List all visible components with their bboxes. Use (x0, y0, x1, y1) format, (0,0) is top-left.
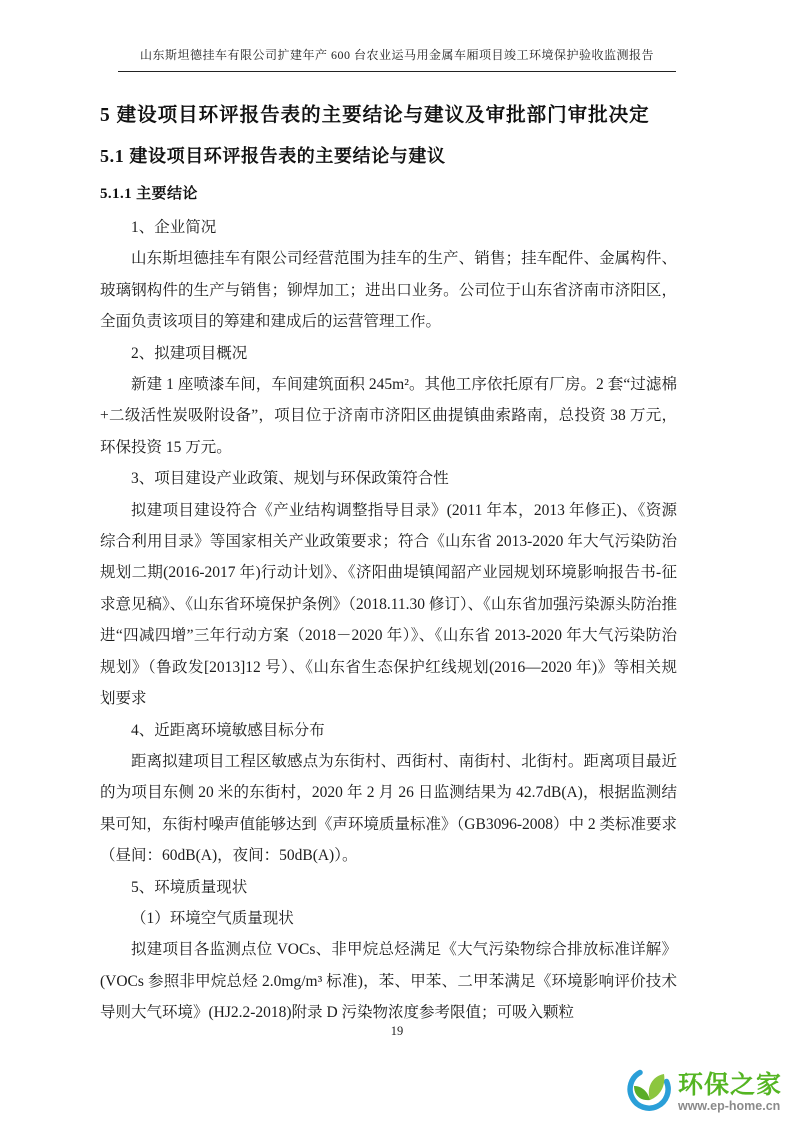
section-heading-level1: 5 建设项目环评报告表的主要结论与建议及审批部门审批决定 (100, 105, 650, 126)
paragraph-list-item: 1、企业简况 (131, 219, 217, 236)
paragraph-list-item: 3、项目建设产业政策、规划与环保政策符合性 (131, 470, 449, 488)
watermark-site-url: www.ep-home.cn (677, 1098, 781, 1113)
paragraph-list-item: 2、拟建项目概况 (131, 344, 248, 362)
watermark-text (677, 1070, 782, 1113)
paragraph: 拟建项目各监测点位 VOCs、非甲烷总烃满足《大气污染物综合排放标准详解》(VOCs 参照非甲烷总烃 2.0mg/m³ 标准)，苯、甲苯、二甲苯满足《环境影响评价技术导则大气环境》(HJ2.2-2018)附录 D 污染物浓度参考限值；可吸入颗粒 (100, 941, 677, 1022)
paragraph: 山东斯坦德挂车有限公司经营范围为挂车的生产、销售；挂车配件、金属构件、玻璃钢构件的生产与销售；铆焊加工；进出口业务。公司位于山东省济南市济阳区，全面负责该项目的筹建和建成后的运营管理工作。 (100, 250, 677, 331)
paragraph-list-item: （1）环境空气质量现状 (131, 909, 294, 927)
running-header: 山东斯坦德挂车有限公司扩建年产 600 台农业运马用金属车厢项目竣工环境保护验收监测报告 (118, 46, 676, 72)
watermark (626, 1066, 782, 1119)
watermark-site-name: 环保之家 (677, 1070, 782, 1099)
paragraph-list-item: 4、近距离环境敏感目标分布 (131, 721, 325, 739)
paragraph-block (100, 212, 677, 1029)
section-heading-level3: 5.1.1 主要结论 (100, 186, 198, 202)
paragraph: 拟建项目建设符合《产业结构调整指导目录》(2011 年本，2013 年修正)、《资源综合利用目录》等国家相关产业政策要求；符合《山东省 2013-2020 年大气污染防治规划二期(2016-2017 年)行动计划》、《济阳曲堤镇闻韶产业园规划环境影响报告书-征求意见稿》、《山东省环境保护条例》（2018.11.30 修订）、《山东省加强污染源头防治推进“四减四增”三年行动方案（2018－2020 年）》、《山东省 2013-2020 年大气污染防治规划》（鲁政发[2013]12 号）、《山东省生态保护红线规划(2016—2020 年)》等相关规划要求 (100, 501, 677, 708)
page-number: 19 (390, 1024, 404, 1038)
paragraph: 距离拟建项目工程区敏感点为东街村、西街村、南街村、北街村。距离项目最近的为项目东侧 20 米的东街村，2020 年 2 月 26 日监测结果为 42.7dB(A)，根据监测结果可知，东街村噪声值能够达到《声环境质量标准》（GB3096-2008）中 2 类标准要求（昼间：60dB(A)，夜间：50dB(A)）。 (100, 752, 677, 865)
section-heading-level2: 5.1 建设项目环评报告表的主要结论与建议 (100, 146, 446, 166)
paragraph: 新建 1 座喷漆车间，车间建筑面积 245m²。其他工序依托原有厂房。2 套“过滤棉+二级活性炭吸附设备”，项目位于济南市济阳区曲提镇曲索路南，总投资 38 万元，环保投资 15 万元。 (100, 376, 677, 456)
leaf-circle-icon (626, 1066, 674, 1119)
document-body (100, 96, 677, 1029)
paragraph-list-item: 5、环境质量现状 (131, 878, 248, 896)
